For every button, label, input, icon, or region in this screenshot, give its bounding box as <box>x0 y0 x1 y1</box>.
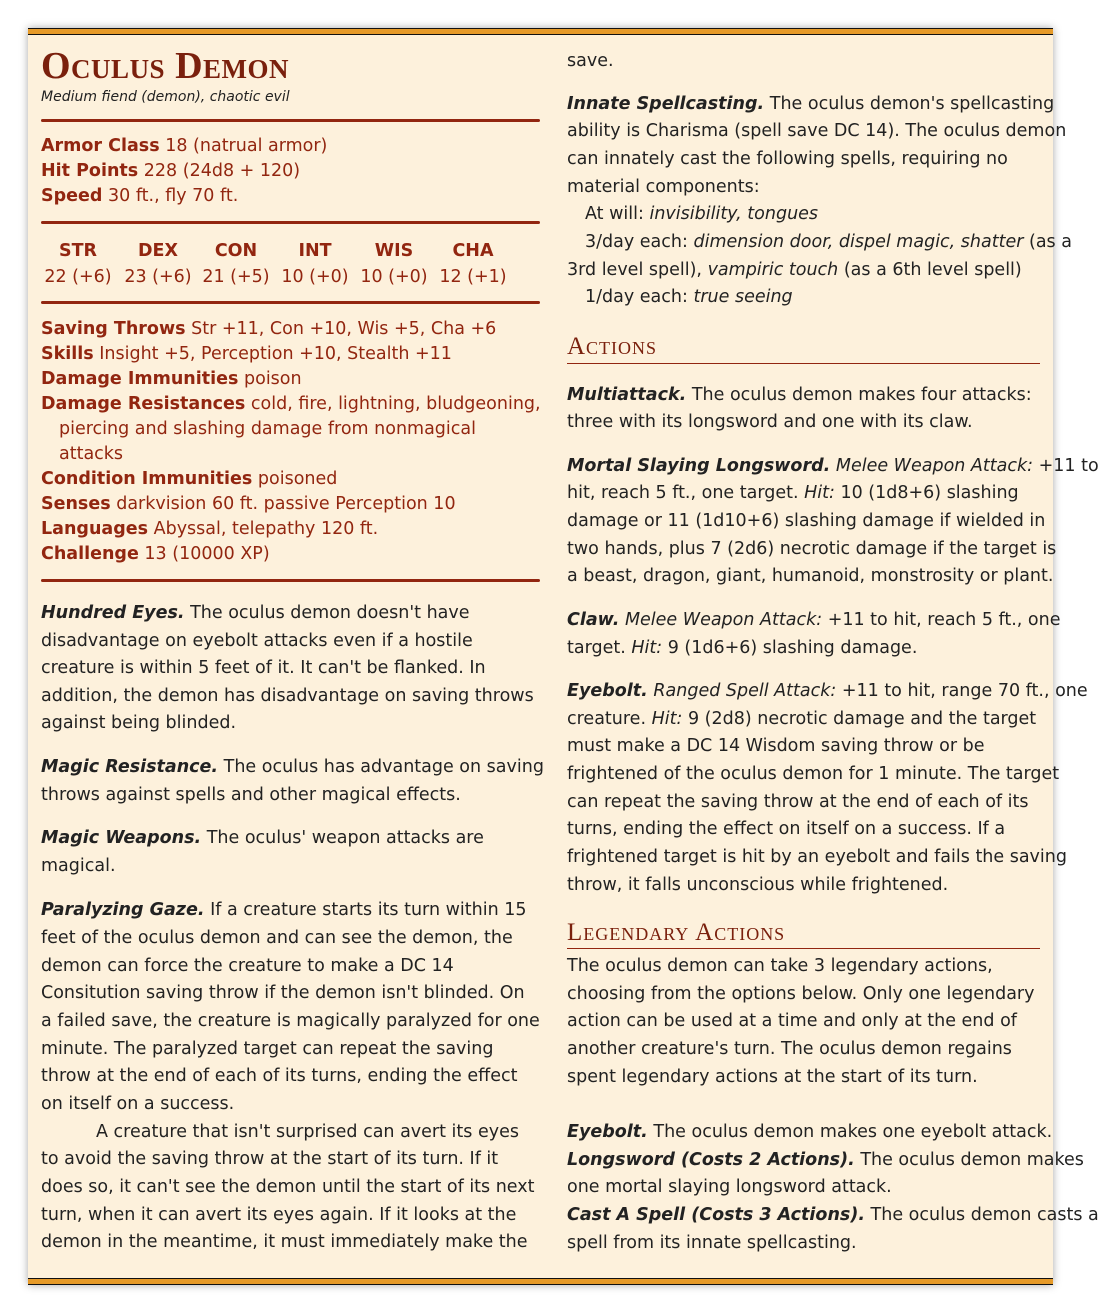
languages: Languages Abyssal, telepathy 120 ft. <box>41 519 379 539</box>
action-line: frightened target is hit by an eyebolt and fails the saving <box>567 847 1067 867</box>
legendary-eyebolt: Eyebolt. The oculus demon makes one eyebolt attack. <box>567 1122 1053 1142</box>
speed: Speed 30 ft., fly 70 ft. <box>41 186 239 206</box>
action-line: damage or 11 (1d10+6) slashing damage if wielded in <box>567 511 1046 531</box>
damage-resistances-cont: attacks <box>59 444 124 464</box>
divider-rule <box>41 221 540 224</box>
saving-throws: Saving Throws Str +11, Con +10, Wis +5, Cha +6 <box>41 319 497 339</box>
spell-list-at-will: At will: invisibility, tongues <box>585 204 819 224</box>
divider-rule <box>41 301 540 304</box>
legendary-line: one mortal slaying longsword attack. <box>567 1177 892 1197</box>
armor-class: Armor Class 18 (natrual armor) <box>41 136 328 156</box>
action-claw: Claw. Melee Weapon Attack: +11 to hit, reach 5 ft., one <box>567 610 1061 630</box>
stat-block <box>28 28 1099 1285</box>
trait-line: A creature that isn't surprised can avert its eyes <box>96 1122 519 1142</box>
ability-dex: DEX 23 (+6) <box>124 241 192 287</box>
legendary-line: action can be used at a time and only at the end of <box>567 1011 1017 1031</box>
trait-line: throw at the end of each of its turns, ending the effect <box>41 1066 518 1086</box>
ability-con: CON 21 (+5) <box>202 241 270 287</box>
trait-line: magical. <box>41 856 116 876</box>
ability-cha: CHA 12 (+1) <box>439 241 507 287</box>
trait-line: Consitution saving throw if the demon isn't blinded. On <box>41 983 525 1003</box>
hit-points: Hit Points 228 (24d8 + 120) <box>41 161 301 181</box>
trait-line: save. <box>567 51 614 71</box>
divider-rule <box>41 119 540 122</box>
heading-underline <box>567 948 1040 949</box>
trait-line: to avoid the saving throw at the start of its turn. If it <box>41 1149 499 1169</box>
damage-immunities: Damage Immunities poison <box>41 369 302 389</box>
challenge: Challenge 13 (10000 XP) <box>41 544 270 564</box>
action-line: turns, ending the effect on itself on a success. If a <box>567 819 1006 839</box>
trait-line: turn, when it can avert its eyes again. If it looks at the <box>41 1205 517 1225</box>
spell-list-1-day: 1/day each: true seeing <box>585 287 793 307</box>
legendary-line: choosing from the options below. Only one legendary <box>567 984 1035 1004</box>
legendary-line: spell from its innate spellcasting. <box>567 1233 857 1253</box>
damage-resistances: Damage Resistances cold, fire, lightning, bludgeoning, <box>41 394 541 414</box>
trait-paralyzing-gaze: Paralyzing Gaze. If a creature starts its turn within 15 <box>41 900 527 920</box>
bottom-border <box>28 1278 1053 1285</box>
legendary-longsword: Longsword (Costs 2 Actions). The oculus demon makes <box>567 1150 1084 1170</box>
top-border <box>28 28 1053 35</box>
legendary-line: The oculus demon can take 3 legendary actions, <box>567 956 993 976</box>
action-line: three with its longsword and one with its claw. <box>567 412 973 432</box>
action-line: target. Hit: 9 (1d6+6) slashing damage. <box>567 638 918 658</box>
trait-line: throws against spells and other magical effects. <box>41 785 461 805</box>
trait-line: feet of the oculus demon and can see the demon, the <box>41 928 513 948</box>
legendary-actions-heading: Legendary Actions <box>567 919 786 946</box>
divider-rule <box>41 579 540 582</box>
action-eyebolt: Eyebolt. Ranged Spell Attack: +11 to hit, range 70 ft., one <box>567 681 1088 701</box>
actions-heading: Actions <box>567 333 658 360</box>
ability-str: STR 22 (+6) <box>44 241 112 287</box>
action-line: two hands, plus 7 (2d6) necrotic damage if the target is <box>567 539 1057 559</box>
trait-magic-resistance: Magic Resistance. The oculus has advantage on saving <box>41 757 544 777</box>
trait-line: a failed save, the creature is magically paralyzed for one <box>41 1011 540 1031</box>
trait-magic-weapons: Magic Weapons. The oculus' weapon attacks are <box>41 828 484 848</box>
action-longsword: Mortal Slaying Longsword. Melee Weapon Attack: +11 to <box>567 456 1099 476</box>
trait-innate-spellcasting: Innate Spellcasting. The oculus demon's spellcasting <box>567 94 1055 114</box>
senses: Senses darkvision 60 ft. passive Perception 10 <box>41 494 456 514</box>
trait-line: creature is within 5 feet of it. It can't be flanked. In <box>41 658 486 678</box>
damage-resistances-cont: piercing and slashing damage from nonmagical <box>59 419 476 439</box>
trait-line: can innately cast the following spells, requiring no <box>567 149 1008 169</box>
ability-int: INT 10 (+0) <box>281 241 349 287</box>
action-line: frightened of the oculus demon for 1 minute. The target <box>567 764 1060 784</box>
ability-wis: WIS 10 (+0) <box>360 241 428 287</box>
trait-line: minute. The paralyzed target can repeat the saving <box>41 1039 494 1059</box>
spell-list-3-day-cont: 3rd level spell), vampiric touch (as a 6th level spell) <box>567 260 1022 280</box>
action-line: hit, reach 5 ft., one target. Hit: 10 (1d8+6) slashing <box>567 483 1019 503</box>
action-line: a beast, dragon, giant, humanoid, monstrosity or plant. <box>567 566 1054 586</box>
legendary-line: spent legendary actions at the start of its turn. <box>567 1067 978 1087</box>
trait-line: addition, the demon has disadvantage on saving throws <box>41 686 534 706</box>
action-multiattack: Multiattack. The oculus demon makes four attacks: <box>567 385 1032 405</box>
skills: Skills Insight +5, Perception +10, Stealth +11 <box>41 344 452 364</box>
heading-underline <box>567 363 1040 364</box>
legendary-cast-spell: Cast A Spell (Costs 3 Actions). The oculus demon casts a <box>567 1205 1099 1225</box>
spell-list-3-day: 3/day each: dimension door, dispel magic, shatter (as a <box>585 232 1072 252</box>
action-line: can repeat the saving throw at the end of each of its <box>567 792 1029 812</box>
trait-line: demon can force the creature to make a DC 14 <box>41 956 454 976</box>
action-line: creature. Hit: 9 (2d8) necrotic damage and the target <box>567 709 1037 729</box>
action-line: must make a DC 14 Wisdom saving throw or be <box>567 736 985 756</box>
trait-line: demon in the meantime, it must immediately make the <box>41 1232 528 1252</box>
trait-hundred-eyes: Hundred Eyes. The oculus demon doesn't have <box>41 603 470 623</box>
trait-line: does so, it can't see the demon until the start of its next <box>41 1177 535 1197</box>
trait-line: material components: <box>567 177 760 197</box>
legendary-line: another creature's turn. The oculus demon regains <box>567 1039 1012 1059</box>
trait-line: against being blinded. <box>41 713 237 733</box>
creature-type: Medium fiend (demon), chaotic evil <box>41 89 290 105</box>
action-line: throw, it falls unconscious while frightened. <box>567 875 949 895</box>
creature-name: Oculus Demon <box>41 45 290 87</box>
trait-line: disadvantage on eyebolt attacks even if a hostile <box>41 631 473 651</box>
trait-line: on itself on a success. <box>41 1094 235 1114</box>
trait-line: ability is Charisma (spell save DC 14). The oculus demon <box>567 121 1067 141</box>
condition-immunities: Condition Immunities poisoned <box>41 469 338 489</box>
